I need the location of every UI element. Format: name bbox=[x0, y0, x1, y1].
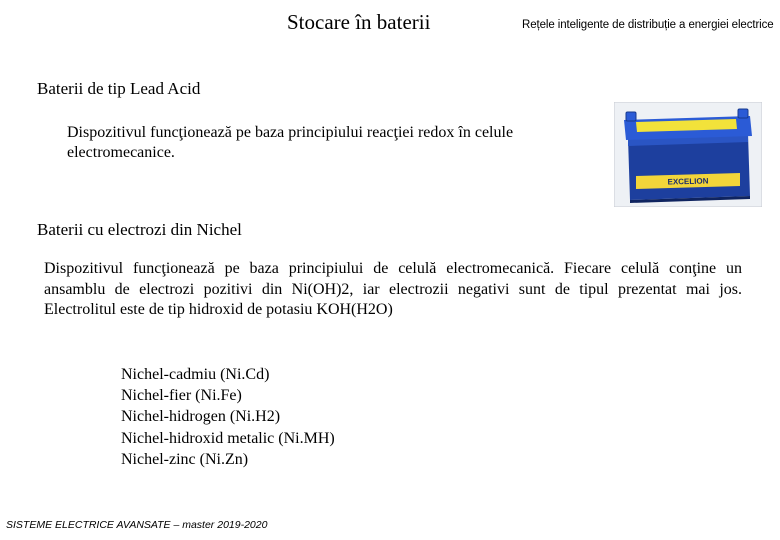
section-text-lead-acid: Dispozitivul funcţionează pe baza principiului reacţiei redox în celule electromecanice. bbox=[67, 124, 514, 161]
slide-title: Stocare în baterii bbox=[287, 10, 431, 34]
car-battery-icon bbox=[614, 102, 762, 207]
battery-label: EXCELION bbox=[667, 176, 709, 187]
list-item: Nichel-hidroxid metalic (Ni.MH) bbox=[121, 429, 335, 447]
slide-footer: SISTEME ELECTRICE AVANSATE – master 2019-2020 bbox=[6, 519, 268, 531]
section-heading-nickel: Baterii cu electrozi din Nichel bbox=[37, 220, 242, 239]
list-item: Nichel-hidrogen (Ni.H2) bbox=[121, 408, 281, 426]
list-item: Nichel-fier (Ni.Fe) bbox=[121, 387, 242, 405]
nickel-types-list bbox=[121, 364, 335, 470]
section-heading-lead-acid: Baterii de tip Lead Acid bbox=[37, 79, 201, 98]
section-text-nickel: Dispozitivul funcţionează pe baza principiului de celulă electromecanică. Fiecare celulă conţine un ansamblu de electrozi pozitivi din Ni(OH)2, iar electrozii negativi sunt de tipul prezentat mai jos. Electrolitul este de tip hidroxid de potasiu KOH(H2O) bbox=[44, 260, 742, 318]
slide-subtitle: Rețele inteligente de distribuție a energiei electrice bbox=[522, 19, 774, 31]
list-item: Nichel-cadmiu (Ni.Cd) bbox=[121, 366, 270, 383]
list-item: Nichel-zinc (Ni.Zn) bbox=[121, 450, 249, 468]
